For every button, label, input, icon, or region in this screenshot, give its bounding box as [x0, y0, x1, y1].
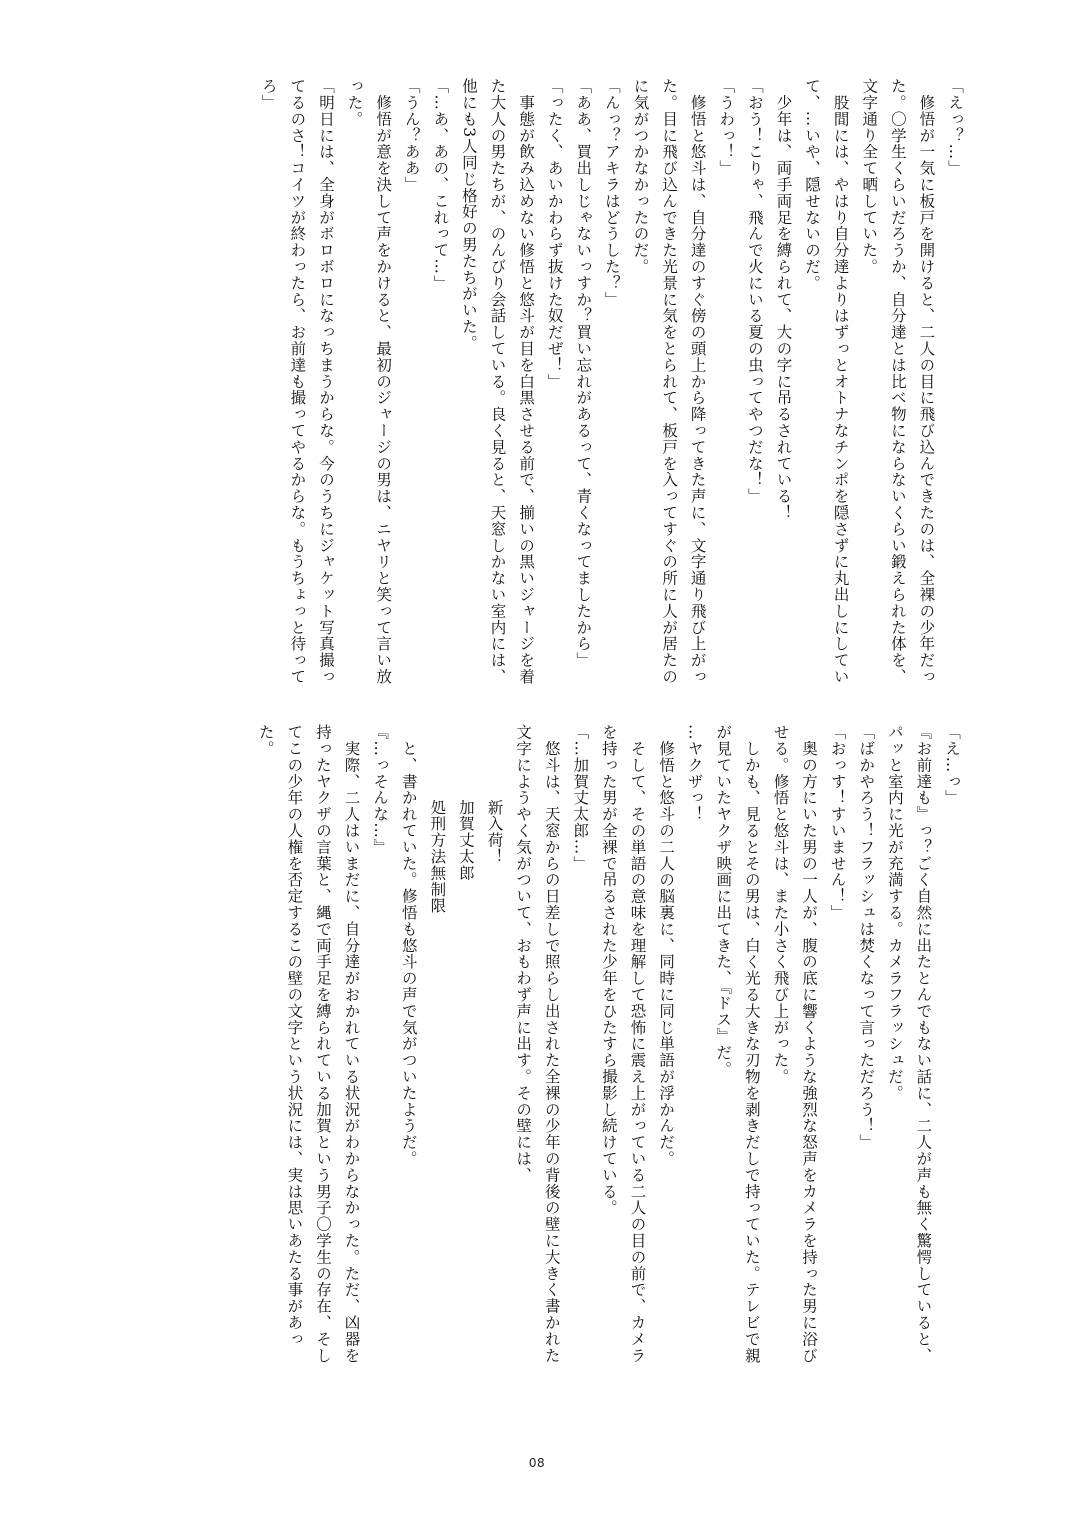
paragraph: 『お前達も』っ？ごく自然に出たとんでもない話に、二人が声も無く驚愕していると、パッと室内に光が充満する。カメラフラッシュだ。 [885, 724, 933, 1364]
paragraph: 「おっす！すいません！」 [828, 724, 847, 921]
paragraph: 事態が飲み込めない修悟と悠斗が目を白黒させる前で、揃いの黒いジャージを着た大人の男たちが、のんびり会話している。良く見ると、天窓しかない室内には、他にも3人同じ格好の男たちがいた。 [459, 78, 536, 685]
paragraph: 『…っそんな…』 [371, 724, 390, 856]
paragraph: 「…加賀丈太郎…」 [571, 724, 590, 872]
paragraph: 「うわっ！」 [717, 78, 736, 177]
upper-text-block [119, 78, 969, 686]
paragraph: 「…あ、あの、これって…」 [431, 78, 450, 292]
paragraph: 「え…っ」 [943, 724, 961, 806]
paragraph: 「ったく、あいかわらず抜けた奴だぜ！」 [545, 78, 564, 390]
paragraph: 「おう！こりゃ、飛んで火にいる夏の虫ってやつだな！」 [745, 78, 764, 505]
paragraph: 修悟が一気に板戸を開けると、二人の目に飛び込んできたのは、全裸の少年だった。〇学生くらいだろうか、自分達とは比べ物にならないくらい鍛えられた体を、文字通り全て晒していた。 [860, 78, 936, 685]
paragraph: そして、その単語の意味を理解して恐怖に震え上がっている二人の目の前で、カメラを持った男が全裸で吊るされた少年をひたすら撮影し続けている。 [599, 724, 647, 1364]
paragraph: 「えっ？…」 [946, 78, 964, 177]
paragraph: …ヤクザっ！ [685, 724, 704, 823]
paragraph: 「ああ、買出しじゃないっすか？買い忘れがあるって、青くなってましたから」 [574, 78, 593, 669]
paragraph: 少年は、両手両足を縛られて、大の字に吊るされている！ [774, 78, 793, 521]
paragraph: しかも、見るとその男は、白く光る大きな刃物を剥きだしで持っていた。テレビで親が見ていたヤクザ映画に出てきた、『ドス』だ。 [714, 724, 761, 1364]
paragraph: 修悟と悠斗は、自分達のすぐ傍の頭上から降ってきた声に、文字通り飛び上がった。目に飛び込んできた光景に気をとられて、板戸を入ってすぐの所に人が居たのに気がつかなかったのだ。 [631, 78, 707, 685]
paragraph: 実際、二人はいまだに、自分達がおかれている状況がわからなかった。ただ、凶器を持ったヤクザの言葉と、縄で両手足を縛られている加賀という男子〇学生の存在、そしてこの少年の人権を否定するこの壁の文字という状況には、実は思いあたる事があった。 [256, 724, 361, 1364]
paragraph: 「んっ？アキラはどうした？」 [602, 78, 621, 308]
paragraph: 修悟が意を決して声をかけると、最初のジャージの男は、ニヤリと笑って言い放った。 [345, 78, 393, 685]
paragraph: と、書かれていた。修悟も悠斗の声で気がついたようだ。 [399, 724, 418, 1167]
wall-notice: 新入荷！ 加賀丈太郎 処刑方法無制限 [428, 799, 504, 914]
paragraph: 悠斗は、天窓からの日差しで照らし出された全裸の少年の背後の壁に大きく書かれた文字にようやく気がついて、おもわず声に出す。その壁には、 [514, 724, 561, 1364]
paragraph: 修悟と悠斗の二人の脳裏に、同時に同じ単語が浮かんだ。 [657, 724, 676, 1167]
paragraph: 「ばかやろう！フラッシュは焚くなって言っただろう！」 [857, 724, 876, 1151]
paragraph: 股間には、やはり自分達よりはずっとオトナなチンポを隠さずに丸出しにしていて、…いや、隠せないのだ。 [803, 78, 850, 685]
paragraph: 「うん？ああ」 [402, 78, 421, 193]
lower-text-block [114, 724, 966, 1364]
paragraph: 「明日には、全身がボロボロになっちまうからな。今のうちにジャケット写真撮ってるのさ！コイツが終わったら、お前達も撮ってやるからな。もうちょっと待ってろ」 [259, 78, 335, 685]
page-number: 08 [528, 1456, 546, 1470]
paragraph: 奥の方にいた男の一人が、腹の底に響くような強烈な怒声をカメラを持った男に浴びせる。修悟と悠斗は、また小さく飛び上がった。 [771, 724, 819, 1364]
